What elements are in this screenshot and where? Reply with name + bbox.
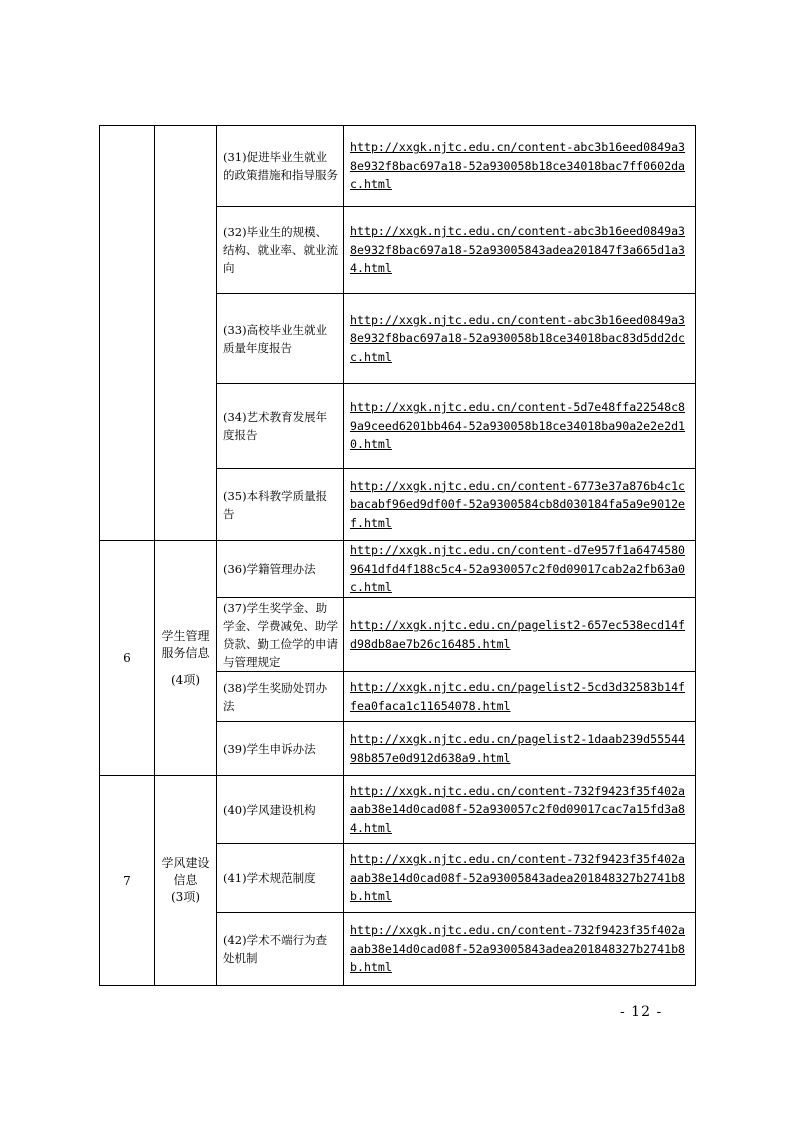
item-link[interactable]: http://xxgk.njtc.edu.cn/content-5d7e48ffa22548c89a9ceed6201bb464-52a930058b18ce34018ba90a2e2e2d10.html (350, 400, 686, 452)
category-cell (155, 541, 217, 776)
table-row (100, 126, 696, 207)
item-link[interactable]: http://xxgk.njtc.edu.cn/pagelist2-1daab239d5554498b857e0d912d638a9.html (350, 732, 686, 765)
item-link-cell (344, 913, 696, 986)
item-link-cell (344, 722, 696, 776)
table-row (100, 776, 696, 844)
item-label: (39)学生申诉办法 (217, 722, 344, 776)
item-label: (34)艺术教育发展年度报告 (217, 384, 344, 469)
item-label: (41)学术规范制度 (217, 844, 344, 913)
item-link-cell (344, 294, 696, 384)
item-link[interactable]: http://xxgk.njtc.edu.cn/content-abc3b16eed0849a38e932f8bac697a18-52a930058b18ce34018bac7ff0602dac.html (350, 140, 686, 192)
item-label: (32)毕业生的规模、结构、就业率、就业流向 (217, 207, 344, 294)
item-label: (35)本科教学质量报告 (217, 469, 344, 541)
item-label: (38)学生奖励处罚办法 (217, 672, 344, 722)
item-link[interactable]: http://xxgk.njtc.edu.cn/content-d7e957f1a64745809641dfd4f188c5c4-52a930057c2f0d09017cab2a2fb63a0c.html (350, 543, 686, 595)
item-link[interactable]: http://xxgk.njtc.edu.cn/pagelist2-5cd3d32583b14ffea0faca1c11654078.html (350, 680, 686, 713)
item-link-cell (344, 844, 696, 913)
item-link-cell (344, 126, 696, 207)
item-link[interactable]: http://xxgk.njtc.edu.cn/content-732f9423f35f402aaab38e14d0cad08f-52a93005843adea201848327b2741b8b.html (350, 923, 686, 975)
item-link-cell (344, 207, 696, 294)
disclosure-table (99, 125, 695, 986)
item-link[interactable]: http://xxgk.njtc.edu.cn/content-732f9423f35f402aaab38e14d0cad08f-52a93005843adea201848327b2741b8b.html (350, 852, 686, 904)
row-number: 6 (100, 541, 155, 776)
row-number: 7 (100, 776, 155, 986)
category-cell (155, 776, 217, 986)
item-link-cell (344, 541, 696, 598)
item-link[interactable]: http://xxgk.njtc.edu.cn/content-abc3b16eed0849a38e932f8bac697a18-52a930058b18ce34018bac83d5dd2dcc.html (350, 312, 686, 364)
item-link-cell (344, 672, 696, 722)
page-number: - 12 - (620, 1004, 663, 1020)
item-link[interactable]: http://xxgk.njtc.edu.cn/content-732f9423f35f402aaab38e14d0cad08f-52a930057c2f0d09017cac7a15fd3a84.html (350, 783, 686, 835)
item-label: (40)学风建设机构 (217, 776, 344, 844)
table-row (100, 541, 696, 598)
item-link-cell (344, 598, 696, 672)
category-cell-empty (155, 126, 217, 541)
item-label: (37)学生奖学金、助学金、学费减免、助学贷款、勤工俭学的申请与管理规定 (217, 598, 344, 672)
item-label: (36)学籍管理办法 (217, 541, 344, 598)
item-link-cell (344, 776, 696, 844)
category-label: 学风建设信息 (161, 856, 210, 887)
category-count: (4项) (171, 672, 200, 687)
row-number-cell-empty (100, 126, 155, 541)
category-count: (3项) (171, 890, 200, 904)
item-link[interactable]: http://xxgk.njtc.edu.cn/pagelist2-657ec538ecd14fd98db8ae7b26c16485.html (350, 618, 686, 651)
item-link-cell (344, 469, 696, 541)
item-link-cell (344, 384, 696, 469)
item-link[interactable]: http://xxgk.njtc.edu.cn/content-6773e37a876b4c1cbacabf96ed9df00f-52a9300584cb8d030184fa5a9e9012ef.html (350, 478, 686, 530)
item-link[interactable]: http://xxgk.njtc.edu.cn/content-abc3b16eed0849a38e932f8bac697a18-52a93005843adea201847f3a665d1a34.html (350, 224, 686, 276)
item-label: (31)促进毕业生就业的政策措施和指导服务 (217, 126, 344, 207)
item-label: (42)学术不端行为查处机制 (217, 913, 344, 986)
item-label: (33)高校毕业生就业质量年度报告 (217, 294, 344, 384)
category-label: 学生管理服务信息 (161, 628, 210, 660)
